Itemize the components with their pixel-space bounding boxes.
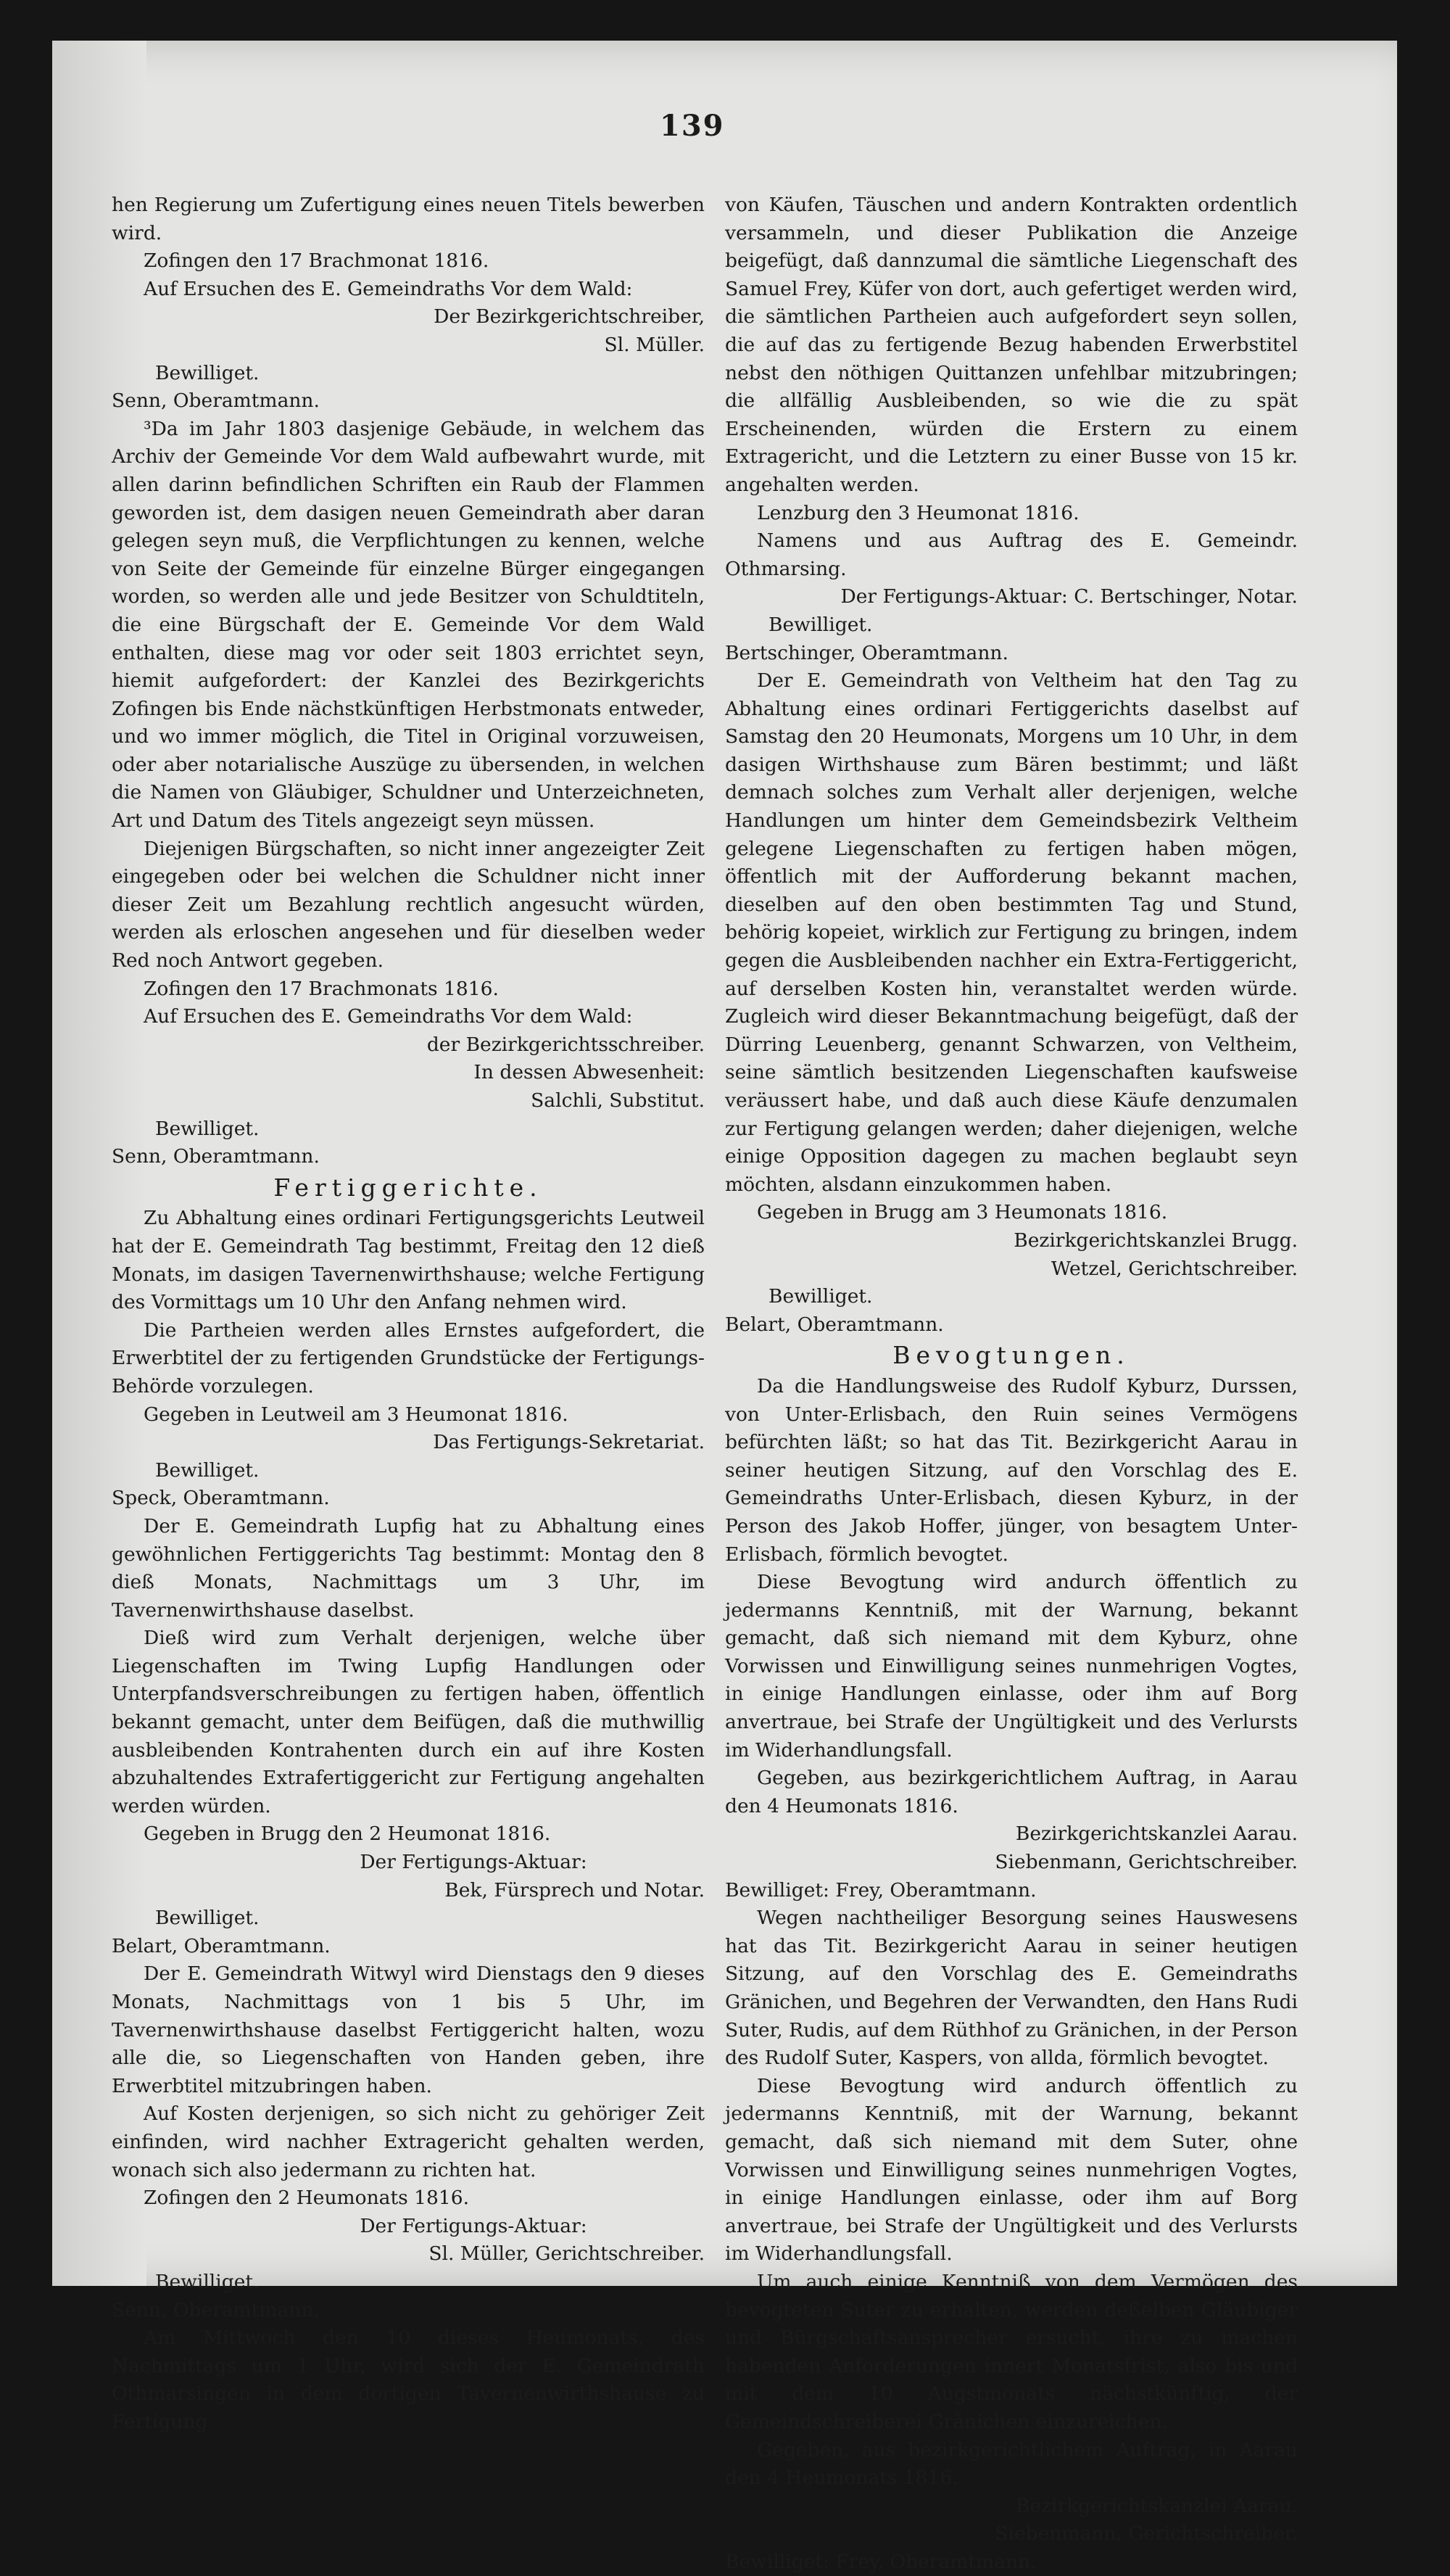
left-column-paragraph: Bewilliget. (155, 2270, 260, 2293)
left-column-paragraph: Speck, Oberamtmann. (112, 1487, 330, 1510)
right-column-paragraph: Lenzburg den 3 Heumonat 1816. (757, 501, 1080, 524)
right-column-paragraph: Siebenmann, Gerichtschreiber. (995, 2522, 1298, 2546)
right-column-paragraph: Der Fertigungs-Aktuar: C. Bertschinger, Notar. (840, 585, 1298, 608)
right-column-paragraph: Diese Bevogtung wird andurch öffentlich zu jedermanns Kenntniß, mit der Warnung, bekannt gemacht, daß sich niemand mit dem Suter, ohne Vorwissen und Einwilligung seines nunmehrigen Vogtes, in einige Handlungen einlasse, oder ihm auf Borg anvertraue, bei Strafe der Ungültigkeit und des Verlursts im Widerhandlungsfall. (725, 2074, 1298, 2266)
right-column-paragraph: Gegeben in Brugg am 3 Heumonats 1816. (757, 1201, 1168, 1224)
right-column-paragraph: Namens und aus Auftrag des E. Gemeindr. Othmarsing. (725, 529, 1298, 580)
left-column-paragraph: Bewilliget. (155, 361, 260, 384)
left-column-paragraph: Zofingen den 17 Brachmonat 1816. (144, 249, 489, 273)
page-number: 139 (660, 109, 725, 143)
left-column-paragraph: Der Fertigungs-Aktuar: (360, 2214, 587, 2237)
right-column-paragraph: von Käufen, Täuschen und andern Kontrakten ordentlich versammeln, und dieser Publikation die Anzeige beigefügt, daß dannzumal die sämtliche Liegenschaft des Samuel Frey, Küfer von dort, auch gefertiget werden wird, die sämtlichen Partheien auch aufgefordert seyn sollen, die auf das zu fertigende Bezug habenden Erwerbstitel nebst den nöthigen Quittanzen unfehlbar mitzubringen; die allfällig Ausbleibenden, so wie die zu spät Erscheinenden, würden die Erstern zu einem Extragericht, und die Letztern zu einer Busse von 15 kr. angehalten werden. (725, 194, 1298, 496)
right-column (725, 191, 1298, 2576)
left-column-paragraph: Diejenigen Bürgschaften, so nicht inner angezeigter Zeit eingegeben oder bei welchen die Schuldner nicht inner dieser Zeit um Bezahlung rechtlich angesucht würden, werden als erloschen angesehen und für dieselben weder Red noch Antwort gegeben. (112, 837, 705, 973)
left-column-paragraph: Die Partheien werden alles Ernstes aufgefordert, die Erwerbtitel der zu fertigenden Grundstücke der Fertigungs-Behörde vorzulegen. (112, 1318, 705, 1398)
left-column-paragraph: Belart, Oberamtmann. (112, 1934, 331, 1957)
right-column-paragraph: Belart, Oberamtmann. (725, 1313, 944, 1336)
right-column-paragraph: Der E. Gemeindrath von Veltheim hat den Tag zu Abhaltung eines ordinari Fertiggerichts daselbst auf Samstag den 20 Heumonats, Morgens um 10 Uhr, in dem dasigen Wirthshause zum Bären bestimmt; und läßt demnach solches zum Verhalt aller derjenigen, welche Handlungen um hinter dem Gemeindsbezirk Veltheim gelegene Liegenschaften zu fertigen haben mögen, öffentlich mit der Aufforderung bekannt machen, dieselben auf den oben bestimmten Tag und Stund, behörig kopeiet, wirklich zur Fertigung zu bringen, indem gegen die Ausbleibenden nachher ein Extra-Fertiggericht, auf derselben Kosten hin, veranstaltet werden würde. Zugleich wird dieser Bekanntmachung beigefügt, daß der Dürring Leuenberg, genannt Schwarzen, von Veltheim, seine sämtlich besitzenden Liegenschaften kaufsweise veräussert habe, und daß auch diese Käufe denzumalen zur Fertigung gelangen werden; daher diejenigen, welche einige Opposition dagegen zu machen beglaubt seyn möchten, alsdann einzukommen haben. (725, 669, 1298, 1196)
left-column-paragraph: Bewilliget. (155, 1458, 260, 1482)
left-column-paragraph: Der Fertigungs-Aktuar: (360, 1851, 587, 1874)
left-column-paragraph: der Bezirkgerichtsschreiber. (426, 1033, 705, 1056)
left-column-paragraph: Auf Ersuchen des E. Gemeindraths Vor dem Wald: (144, 1005, 633, 1028)
left-column (112, 191, 705, 2437)
right-column-paragraph: Bezirkgerichtskanzlei Aarau. (1015, 2494, 1298, 2517)
right-column-paragraph: Diese Bevogtung wird andurch öffentlich zu jedermanns Kenntniß, mit der Warnung, bekannt gemacht, daß sich niemand mit dem Kyburz, ohne Vorwissen und Einwilligung seines nunmehrigen Vogtes, in einige Handlungen einlasse, oder ihm auf Borg anvertraue, bei Strafe der Ungültigkeit und des Verlursts im Widerhandlungsfall. (725, 1571, 1298, 1762)
left-column-paragraph: Am Mittwoch den 10 dieses Heumonats, des Nachmittags um 1 Uhr, wird sich der E. Gemeindrath Othmarsingen in dem dortigen Tavernenwirthshause zu Fertigung (112, 2327, 705, 2433)
left-column-paragraph: ³Da im Jahr 1803 dasjenige Gebäude, in welchem das Archiv der Gemeinde Vor dem Wald aufbewahrt wurde, mit allen darinn befindlichen Schriften ein Raub der Flammen geworden ist, dem dasigen neuen Gemeindrath aber daran gelegen seyn muß, die Verpflichtungen zu kennen, welche von Seite der Gemeinde für einzelne Bürger eingegangen worden, so werden alle und jede Besitzer von Schuldtiteln, die eine Bürgschaft der E. Gemeinde Vor dem Wald enthalten, diese mag vor oder seit 1803 errichtet seyn, hiemit aufgefordert: der Kanzlei des Bezirkgerichts Zofingen bis Ende nächstkünftigen Herbstmonats entweder, und wo immer möglich, die Titel in Original vorzuweisen, oder aber notarialische Auszüge zu übersenden, in welchen die Namen von Gläubiger, Schuldner und Unterzeichneten, Art und Datum des Titels angezeigt seyn müssen. (112, 417, 705, 833)
right-column-paragraph: Bezirkgerichtskanzlei Brugg. (1014, 1229, 1298, 1252)
right-column-paragraph: Bertschinger, Oberamtmann. (725, 641, 1008, 664)
left-column-paragraph: Das Fertigungs-Sekretariat. (433, 1431, 705, 1454)
right-column-section-heading: Bevogtungen. (892, 1341, 1130, 1370)
left-column-paragraph: Senn, Oberamtmann. (112, 1145, 320, 1168)
left-column-paragraph: Sl. Müller, Gerichtschreiber. (428, 2242, 705, 2266)
left-column-paragraph: Senn, Oberamtmann. (112, 389, 320, 413)
left-column-paragraph: Sl. Müller. (604, 333, 705, 356)
right-column-paragraph: Bezirkgerichtskanzlei Aarau. (1015, 1822, 1298, 1846)
right-column-paragraph: Wetzel, Gerichtschreiber. (1051, 1257, 1298, 1280)
left-column-paragraph: Zu Abhaltung eines ordinari Fertigungsgerichts Leutweil hat der E. Gemeindrath Tag bestimmt, Freitag den 12 dieß Monats, im dasigen Tavernenwirthshause; welche Fertigung des Vormittags um 10 Uhr den Anfang nehmen wird. (112, 1207, 705, 1314)
left-column-paragraph: Der E. Gemeindrath Lupfig hat zu Abhaltung eines gewöhnlichen Fertiggerichts Tag bestimmt: Montag den 8 dieß Monats, Nachmittags um 3 Uhr, im Tavernenwirthshause daselbst. (112, 1514, 705, 1622)
left-column-paragraph: Dieß wird zum Verhalt derjenigen, welche über Liegenschaften im Twing Lupfig Handlungen oder Unterpfandsverschreibungen zu fertigen haben, öffentlich bekannt gemacht, unter dem Beifügen, daß die muthwillig ausbleibenden Kontrahenten durch ein auf ihre Kosten abzuhaltendes Extrafertiggericht zur Fertigung angehalten werden würden. (112, 1627, 705, 1817)
right-column-paragraph: Um auch einige Kenntniß von dem Vermögen des bevogteten Suter zu erhalten, werden deßelben Gläubiger und Bürgschaftsansprecher ersucht, ihre zu machen habenden Anforderungen innert Monatsfrist, also bis und mit dem 10 Augstmonats nächstkünftig, der Gemeindschreiberei Gränichen einzureichen. (725, 2270, 1298, 2433)
left-column-paragraph: Bek, Fürsprech und Notar. (444, 1878, 705, 1902)
left-column-paragraph: Bewilliget. (155, 1907, 260, 1930)
right-column-paragraph: Bewilliget. (768, 613, 873, 636)
right-column-paragraph: Wegen nachtheiliger Besorgung seines Hauswesens hat das Tit. Bezirkgericht Aarau in seiner heutigen Sitzung, auf den Vorschlag des E. Gemeindraths Gränichen, und Begehren der Verwandten, den Hans Rudi Suter, Rudis, auf dem Rüthhof zu Gränichen, in der Person des Rudolf Suter, Kaspers, von allda, förmlich bevogtet. (725, 1907, 1298, 2070)
left-column-paragraph: Zofingen den 17 Brachmonats 1816. (144, 977, 499, 1000)
right-column-paragraph: Bewilliget: Frey, Oberamtmann. (725, 1878, 1037, 1902)
left-column-section-heading: Fertiggerichte. (273, 1173, 543, 1202)
left-column-paragraph: Senn, Oberamtmann. (112, 2298, 320, 2321)
right-column-paragraph: Siebenmann, Gerichtschreiber. (995, 1851, 1298, 1874)
left-column-paragraph: Der E. Gemeindrath Witwyl wird Dienstags den 9 dieses Monats, Nachmittags von 1 bis 5 Uhr, im Tavernenwirthshause daselbst Fertiggericht halten, wozu alle die, so Liegenschaften von Handen geben, ihre Erwerbtitel mitzubringen haben. (112, 1962, 705, 2097)
left-column-paragraph: Zofingen den 2 Heumonats 1816. (144, 2187, 470, 2210)
left-column-paragraph: Gegeben in Brugg den 2 Heumonat 1816. (144, 1822, 551, 1846)
left-column-paragraph: Bewilliget. (155, 1117, 260, 1140)
left-column-paragraph: Salchli, Substitut. (531, 1089, 705, 1112)
right-column-paragraph: Da die Handlungsweise des Rudolf Kyburz, Durssen, von Unter-Erlisbach, den Ruin seines Vermögens befürchten läßt; so hat das Tit. Bezirkgericht Aarau in seiner heutigen Sitzung, auf den Vorschlag des E. Gemeindraths Unter-Erlisbach, diesen Kyburz, in der Person des Jakob Hoffer, jünger, von besagtem Unter-Erlisbach, förmlich bevogtet. (725, 1374, 1298, 1566)
left-column-paragraph: Auf Kosten derjenigen, so sich nicht zu gehöriger Zeit einfinden, wird nachher Extragericht gehalten werden, wonach sich also jedermann zu richten hat. (112, 2102, 705, 2181)
left-column-paragraph: Auf Ersuchen des E. Gemeindraths Vor dem Wald: (144, 277, 633, 300)
right-column-paragraph: Gegeben, aus bezirkgerichtlichem Auftrag, in Aarau den 4 Heumonats 1816. (725, 1767, 1298, 1817)
left-column-paragraph: Gegeben in Leutweil am 3 Heumonat 1816. (144, 1403, 568, 1426)
left-column-paragraph: hen Regierung um Zufertigung eines neuen Titels bewerben wird. (112, 194, 705, 244)
right-column-paragraph: Gegeben, aus bezirkgerichtlichem Auftrag, in Aarau den 4 Heumonats 1816. (725, 2438, 1298, 2490)
left-column-paragraph: Der Bezirkgerichtschreiber, (434, 305, 705, 329)
left-column-paragraph: In dessen Abwesenheit: (473, 1061, 705, 1084)
right-column-paragraph: Bewilliget: Frey, Oberamtmann. (725, 2550, 1037, 2573)
right-column-paragraph: Bewilliget. (768, 1285, 873, 1308)
